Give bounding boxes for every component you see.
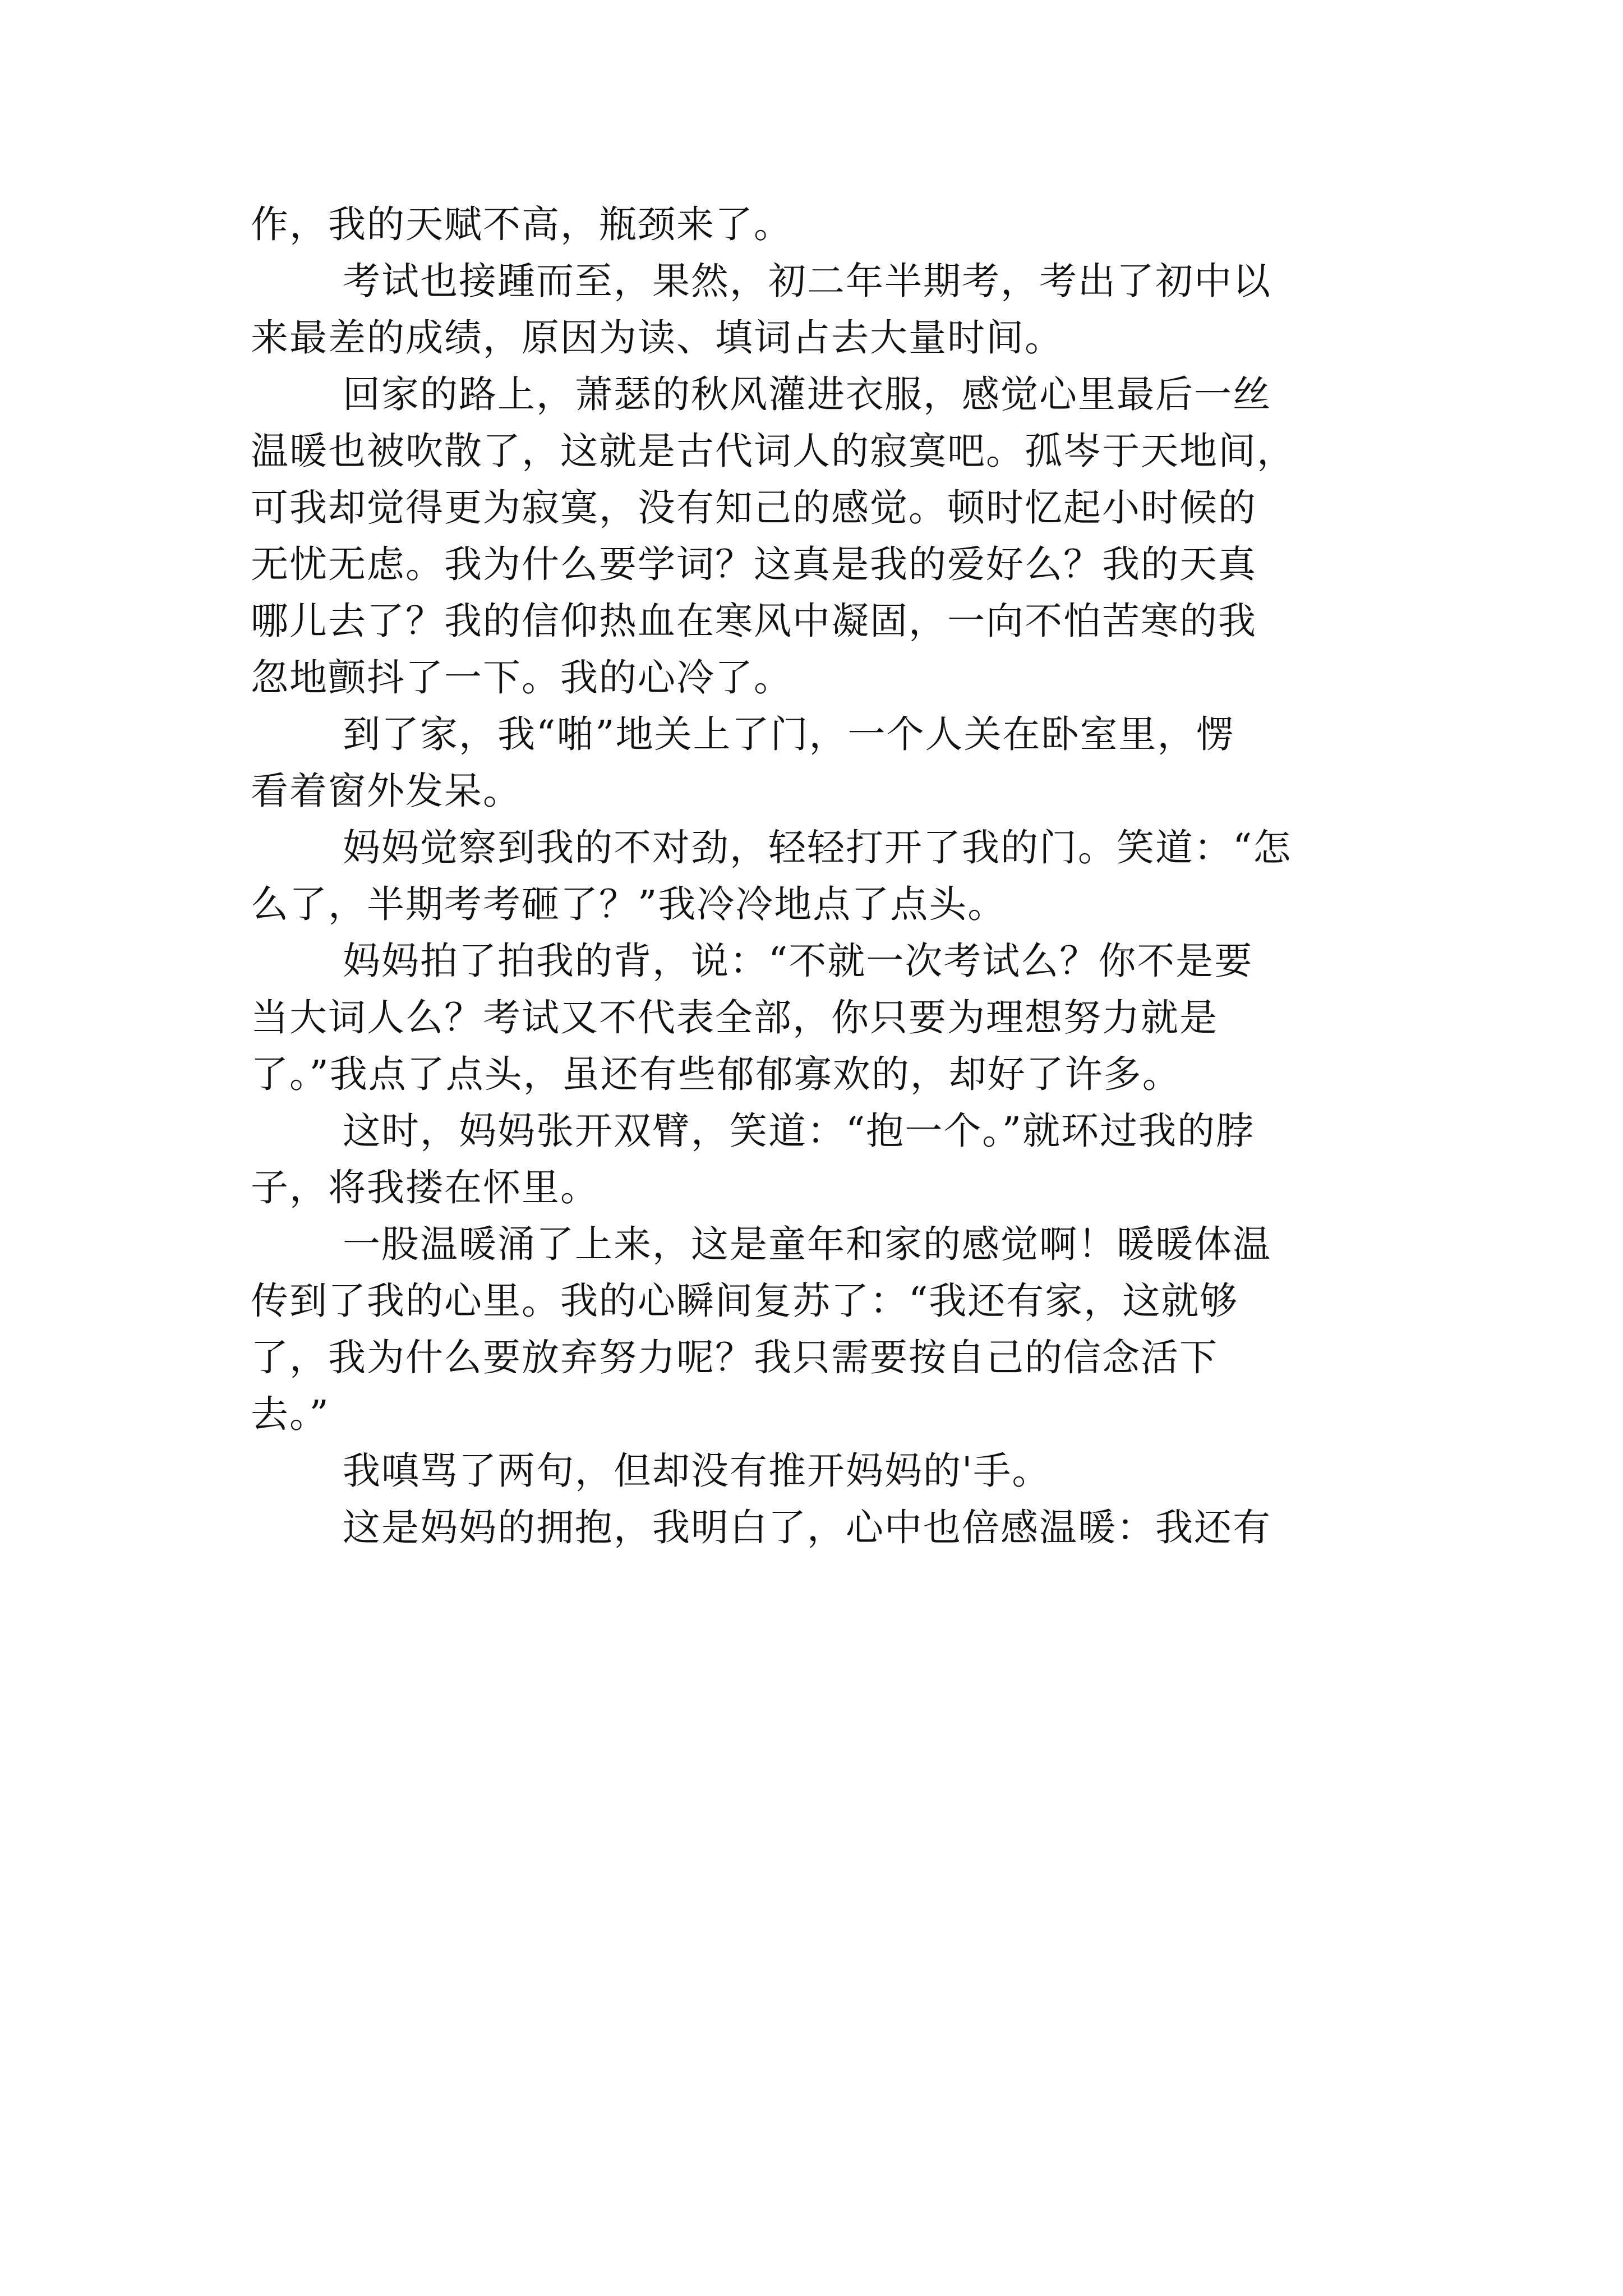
text-line: 妈妈拍了拍我的背，说：“不就一次考试么？你不是要 <box>343 939 1253 983</box>
text-line: 到了家，我“啪”地关上了门，一个人关在卧室里，愣 <box>343 712 1235 756</box>
text-line: 当大词人么？考试又不代表全部，你只要为理想努力就是 <box>251 996 1218 1039</box>
text-line: 我嗔骂了两句，但却没有推开妈妈的'手。 <box>343 1449 1051 1493</box>
text-line: 回家的路上，萧瑟的秋风灌进衣服，感觉心里最后一丝 <box>343 372 1271 416</box>
text-line: 一股温暖涌了上来，这是童年和家的感觉啊！暖暖体温 <box>343 1222 1271 1266</box>
text-line: 了，我为什么要放弃努力呢？我只需要按自己的信念活下 <box>251 1336 1218 1379</box>
text-line: 忽地颤抖了一下。我的心冷了。 <box>251 656 792 700</box>
text-line: 哪儿去了？我的信仰热血在寒风中凝固，一向不怕苦寒的我 <box>251 599 1257 643</box>
text-line: 么了，半期考考砸了？”我冷冷地点了点头。 <box>251 882 1007 926</box>
text-line: 去。” <box>251 1392 330 1436</box>
text-line: 了。”我点了点头，虽还有些郁郁寡欢的，却好了许多。 <box>251 1052 1181 1096</box>
text-line: 可我却觉得更为寂寞，没有知己的感觉。顿时忆起小时候的 <box>251 486 1257 530</box>
text-line: 作，我的天赋不高，瓶颈来了。 <box>251 203 792 246</box>
text-line: 妈妈觉察到我的不对劲，轻轻打开了我的门。笑道：“怎 <box>343 826 1292 869</box>
text-line: 无忧无虑。我为什么要学词？这真是我的爱好么？我的天真 <box>251 542 1257 586</box>
text-line: 温暖也被吹散了，这就是古代词人的寂寞吧。孤岑于天地间， <box>251 429 1295 473</box>
text-line: 子，将我搂在怀里。 <box>251 1166 599 1209</box>
text-line: 看着窗外发呆。 <box>251 769 522 813</box>
text-line: 传到了我的心里。我的心瞬间复苏了：“我还有家，这就够 <box>251 1279 1239 1323</box>
text-line: 来最差的成绩，原因为读、填词占去大量时间。 <box>251 316 1063 360</box>
text-line: 这是妈妈的拥抱，我明白了，心中也倍感温暖：我还有 <box>343 1506 1271 1549</box>
text-line: 考试也接踵而至，果然，初二年半期考，考出了初中以 <box>343 259 1271 303</box>
text-line: 这时，妈妈张开双臂，笑道：“抱一个。”就环过我的脖 <box>343 1109 1255 1153</box>
